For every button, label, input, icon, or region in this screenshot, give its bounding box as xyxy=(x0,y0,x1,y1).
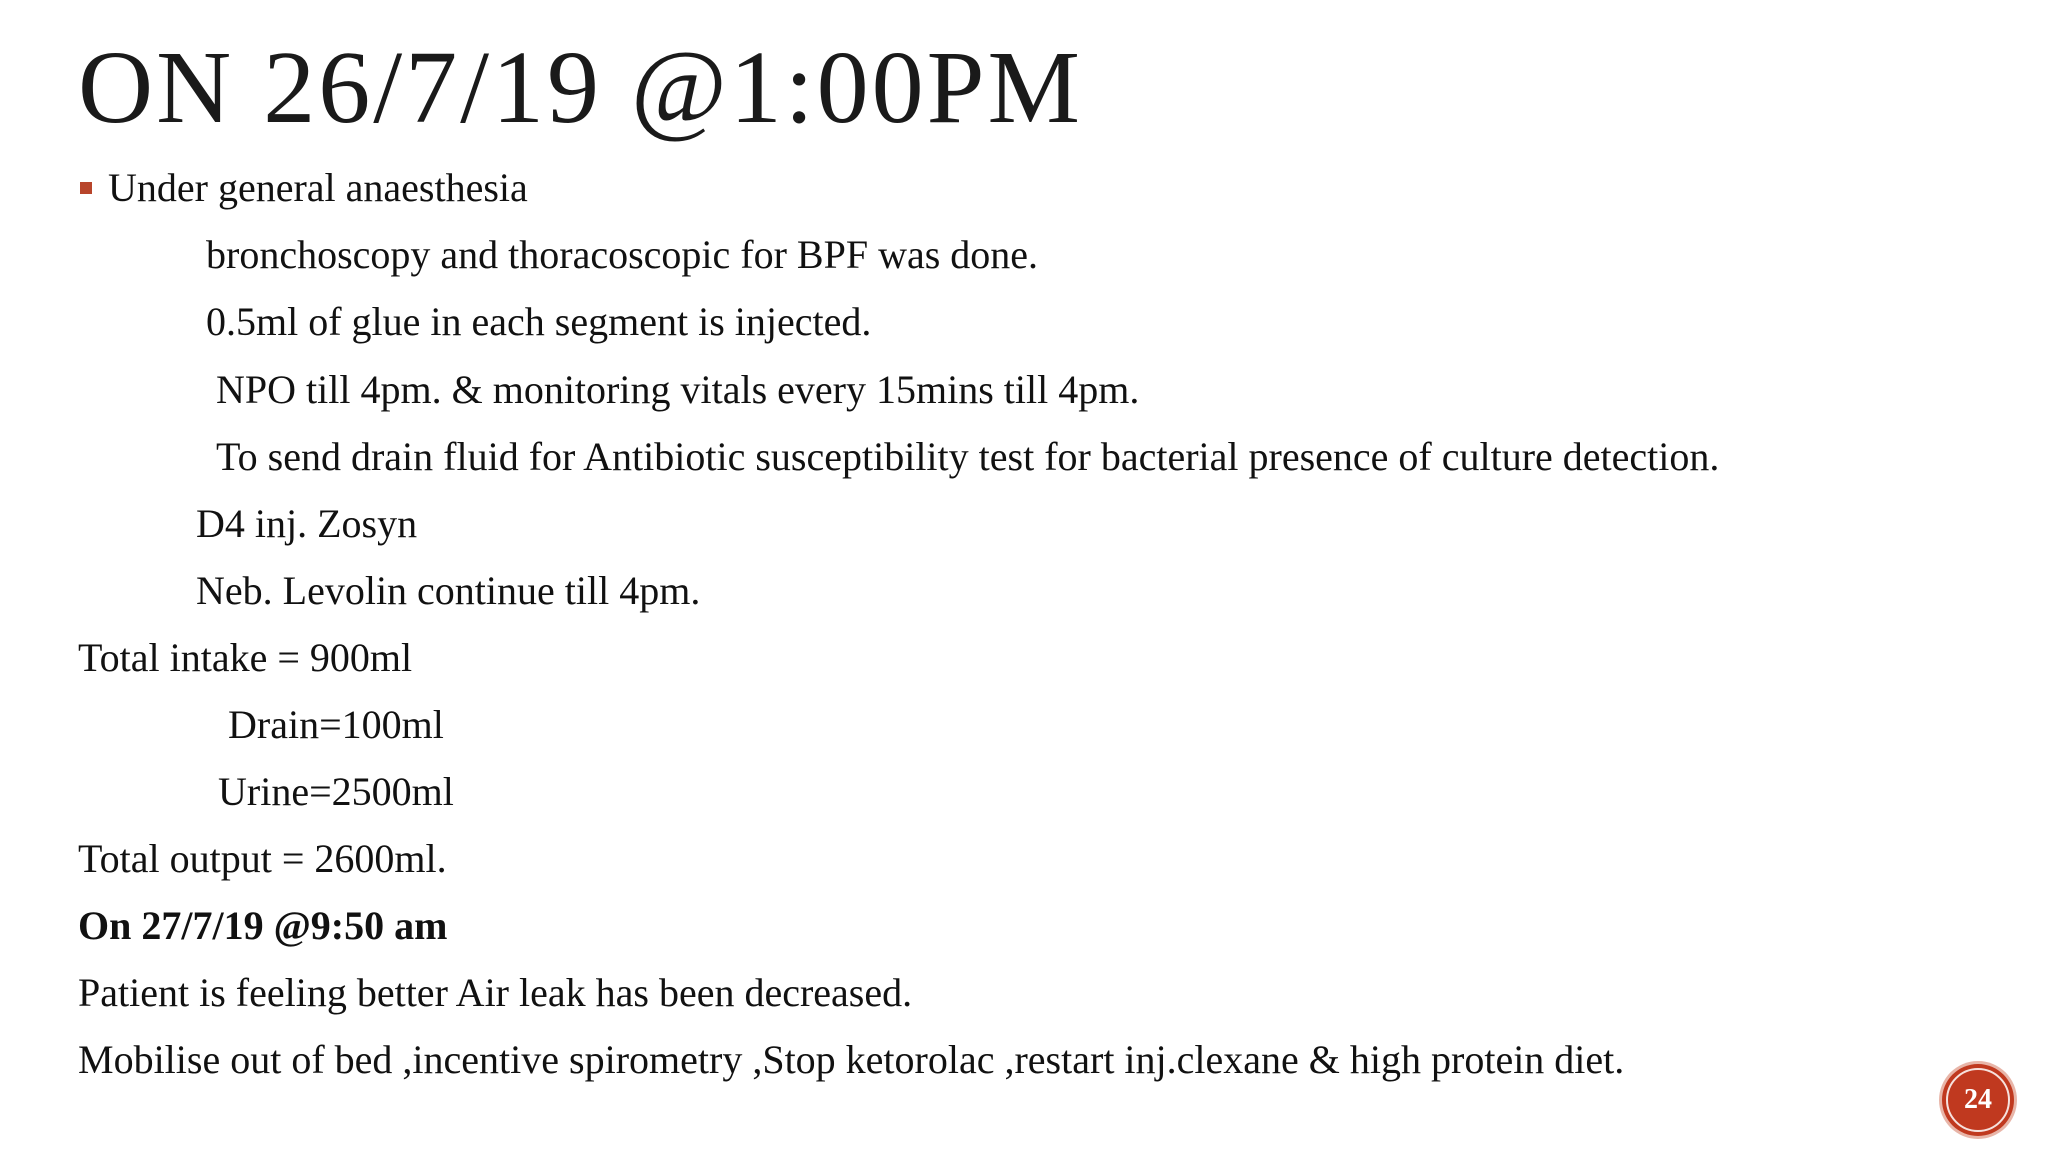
text-line: Patient is feeling better Air leak has been decreased. xyxy=(78,970,913,1015)
text-line: Mobilise out of bed ,incentive spirometry ,Stop ketorolac ,restart inj.clexane & high protein diet. xyxy=(78,1037,1625,1082)
text-line: To send drain fluid for Antibiotic susceptibility test for bacterial presence of culture detection. xyxy=(216,434,1720,479)
date-heading: On 27/7/19 @9:50 am xyxy=(78,903,448,948)
text-line: 0.5ml of glue in each segment is injected. xyxy=(206,299,872,344)
text-line: Total output = 2600ml. xyxy=(78,836,447,881)
text-line: Urine=2500ml xyxy=(218,769,454,814)
text-line: bronchoscopy and thoracoscopic for BPF was done. xyxy=(206,232,1039,277)
slide-title: ON 26/7/19 @1:00PM xyxy=(78,30,1083,145)
bullet-marker xyxy=(80,182,92,194)
text-line: Under general anaesthesia xyxy=(108,165,528,210)
text-line: Drain=100ml xyxy=(228,702,444,747)
text-line: Neb. Levolin continue till 4pm. xyxy=(196,568,701,613)
page-number: 24 xyxy=(1964,1084,1992,1115)
page-number-badge xyxy=(1942,1064,2014,1136)
text-line: NPO till 4pm. & monitoring vitals every 15mins till 4pm. xyxy=(216,367,1140,412)
text-line: D4 inj. Zosyn xyxy=(196,501,418,546)
text-line: Total intake = 900ml xyxy=(78,635,413,680)
